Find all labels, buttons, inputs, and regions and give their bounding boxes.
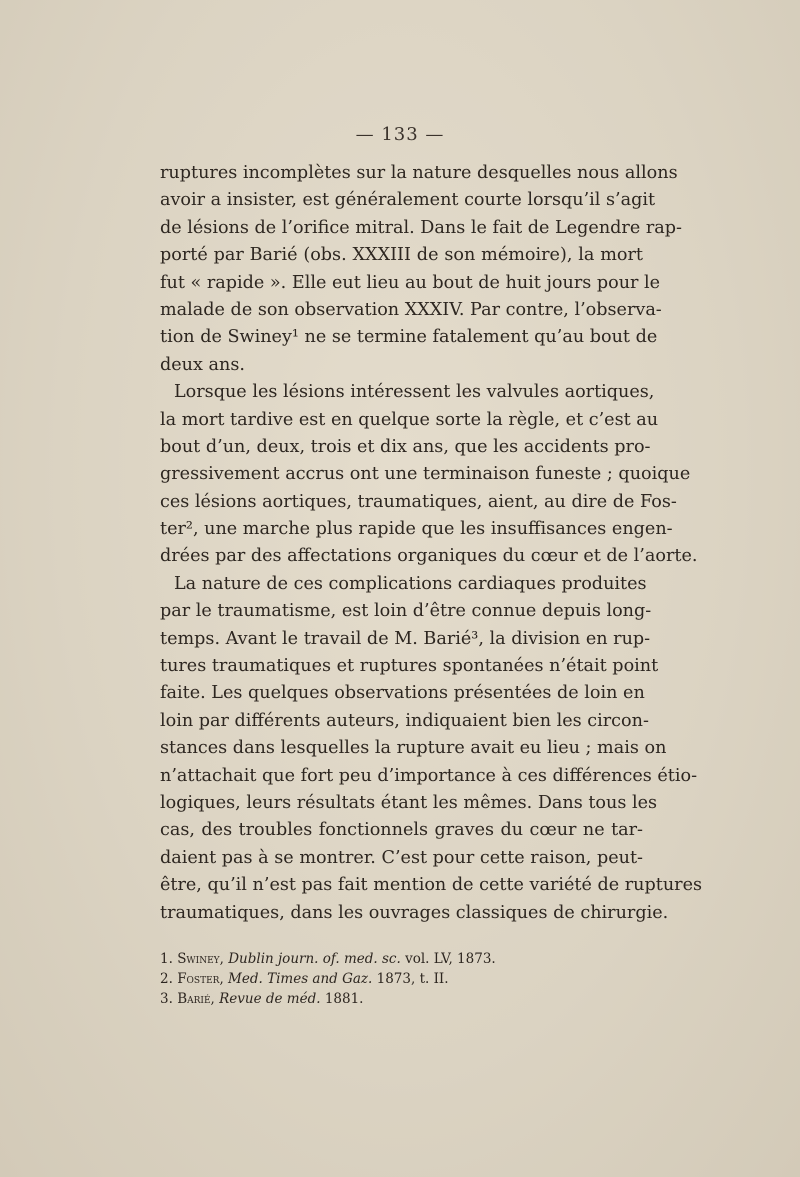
text-line: malade de son observation XXXIV. Par contre, l’observa-	[160, 299, 662, 320]
footnote-number: 2.	[160, 971, 173, 987]
text-line: par le traumatisme, est loin d’être connue depuis long-	[160, 601, 652, 622]
text-line: Lorsque les lésions intéressent les valvules aortiques,	[174, 382, 655, 403]
text-line: ruptures incomplètes sur la nature desquelles nous allons	[160, 163, 678, 183]
text-line: la mort tardive est en quelque sorte la règle, et c’est au	[160, 409, 659, 430]
footnote-title: Med. Times and Gaz.	[228, 971, 373, 987]
footnote-title: Dublin journ. of. med. sc.	[228, 951, 401, 967]
text-line: loin par différents auteurs, indiquaient bien les circon-	[160, 710, 649, 731]
footnote-details: 1881.	[324, 991, 364, 1007]
text-line: logiques, leurs résultats étant les mêmes. Dans tous les	[160, 792, 658, 813]
footnote-title: Revue de méd.	[219, 991, 321, 1007]
text-line: de lésions de l’orifice mitral. Dans le fait de Legendre rap-	[160, 217, 682, 238]
body-text	[160, 160, 703, 927]
text-line: temps. Avant le travail de M. Barié³, la division en rup-	[160, 628, 651, 649]
text-line: faite. Les quelques observations présentées de loin en	[160, 683, 645, 704]
footnote-details: vol. LV, 1873.	[405, 951, 496, 967]
text-line: traumatiques, dans les ouvrages classiques de chirurgie.	[160, 902, 669, 923]
footnote-author: Foster,	[177, 971, 224, 987]
text-line: avoir a insister, est généralement courte lorsqu’il s’agit	[160, 190, 656, 211]
text-line: gressivement accrus ont une terminaison funeste ; quoique	[160, 464, 691, 485]
text-line: drées par des affectations organiques du cœur et de l’aorte.	[160, 546, 698, 567]
text-line: cas, des troubles fonctionnels graves du cœur ne tar-	[160, 820, 643, 841]
text-line: être, qu’il n’est pas fait mention de cette variété de ruptures	[160, 875, 703, 896]
footnote-details: 1873, t. II.	[376, 971, 449, 987]
text-line: fut « rapide ». Elle eut lieu au bout de huit jours pour le	[160, 272, 661, 293]
footnote	[160, 949, 643, 969]
footnote-number: 3.	[160, 991, 173, 1007]
text-line: n’attachait que fort peu d’importance à ces différences étio-	[160, 765, 698, 786]
text-line: tures traumatiques et ruptures spontanées n’était point	[160, 656, 659, 677]
footnote-author: Barié,	[177, 991, 215, 1007]
footnote	[160, 989, 643, 1009]
text-line: porté par Barié (obs. XXXIII de son mémoire), la mort	[160, 245, 643, 266]
text-line: tion de Swiney¹ ne se termine fatalement qu’au bout de	[160, 327, 658, 348]
footnote-author: Swiney,	[177, 951, 224, 967]
text-line: deux ans.	[160, 354, 245, 375]
text-line: La nature de ces complications cardiaques produites	[174, 573, 647, 594]
text-line: daient pas à se montrer. C’est pour cette raison, peut-	[160, 847, 643, 868]
text-line: ces lésions aortiques, traumatiques, aient, au dire de Fos-	[160, 491, 677, 512]
text-line: ter², une marche plus rapide que les insuffisances engen-	[160, 519, 673, 540]
text-line: stances dans lesquelles la rupture avait eu lieu ; mais on	[160, 738, 667, 759]
footnote-number: 1.	[160, 951, 173, 967]
footnote	[160, 969, 643, 989]
text-line: bout d’un, deux, trois et dix ans, que les accidents pro-	[160, 436, 651, 457]
footnotes	[160, 949, 643, 1009]
page-number: — 133 —	[355, 124, 445, 145]
